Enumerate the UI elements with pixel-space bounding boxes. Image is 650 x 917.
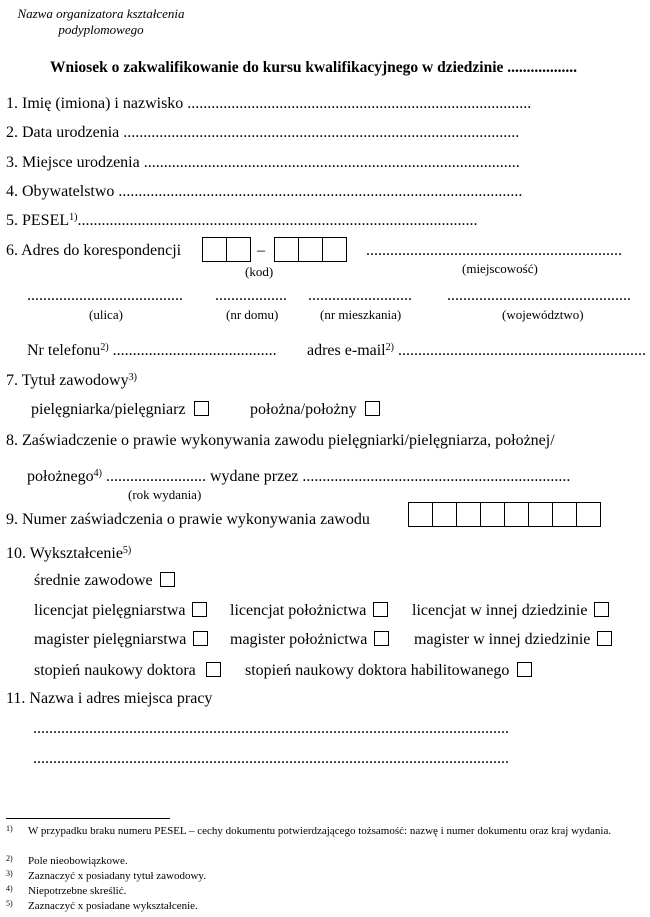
footnote-5-text: Zaznaczyć x posiadane wykształcenie. [28,900,198,912]
option-nurse-label: pielęgniarka/pielęgniarz [31,401,186,418]
edu-lic-nursing-label: licencjat pielęgniarstwa [34,602,186,619]
edu-doctor-checkbox[interactable] [206,662,221,677]
voivodeship-dots[interactable]: .............................................. [447,287,631,304]
footnote-separator [6,818,170,819]
field-name[interactable]: 1. Imię (imiona) i nazwisko ...................................................................................... [6,95,532,112]
postal-code-part1[interactable] [202,237,251,262]
edu-mag-other-label: magister w innej dziedzinie [414,631,591,648]
rok-wydania-caption: (rok wydania) [128,487,202,502]
option-midwife-label: położna/położny [250,401,357,418]
workplace-line-2[interactable]: ....................................................................................................................... [33,750,509,767]
footnote-3 [6,870,642,884]
option-midwife[interactable] [250,401,380,419]
edu-lic-other[interactable] [412,602,609,620]
footnote-4-text: Niepotrzebne skreślić. [28,885,127,897]
footnote-4 [6,885,642,899]
cert-digit-box[interactable] [528,502,553,527]
cert-digit-box[interactable] [456,502,481,527]
edu-doctor[interactable] [34,662,221,680]
nr-domu-caption: (nr domu) [226,307,279,322]
pesel-label: 5. PESEL [6,212,70,229]
footnote-1 [6,825,642,853]
professional-title-text: 7. Tytuł zawodowy [6,372,129,389]
education-text: 10. Wykształcenie [6,545,123,562]
edu-mag-midwifery-checkbox[interactable] [374,631,389,646]
wojewodztwo-caption: (województwo) [502,307,584,322]
certificate-number-label: 9. Numer zaświadczenia o prawie wykonywania zawodu [6,511,370,528]
organizer-line-2: podyplomowego [58,22,144,37]
professional-title-label [6,372,137,390]
field-birth-date[interactable]: 2. Data urodzenia ................................................................................................... [6,124,520,141]
edu-lic-other-checkbox[interactable] [594,602,609,617]
cert-digit-box[interactable] [408,502,433,527]
footnote-4-number: 4) [6,884,13,893]
cert-digit-box[interactable] [432,502,457,527]
certificate-label-line1: 8. Zaświadczenie o prawie wykonywania zawodu pielęgniarki/pielęgniarza, położnej/ [6,432,555,449]
edu-secondary-checkbox[interactable] [160,572,175,587]
edu-lic-midwifery[interactable] [230,602,388,620]
edu-mag-nursing-label: magister pielęgniarstwa [34,631,187,648]
field-citizenship[interactable]: 4. Obywatelstwo ..................................................................................................... [6,183,523,200]
email-dots: .............................................................. [393,342,646,359]
midwife-checkbox[interactable] [365,401,380,416]
city-dots[interactable]: ................................................................ [366,242,622,259]
cert-digit-box[interactable] [576,502,601,527]
phone-label: Nr telefonu [27,342,101,359]
footnote-ref-3: 3) [128,372,137,383]
footnote-2-number: 2) [6,854,13,863]
certificate-number-boxes[interactable] [408,502,601,527]
apartment-no-dots[interactable]: .......................... [308,287,412,304]
certificate-line2[interactable] [27,468,570,486]
workplace-line-1[interactable]: ....................................................................................................................... [33,720,509,737]
edu-mag-other[interactable] [414,631,612,649]
edu-secondary[interactable] [34,572,175,590]
edu-doctor-hab-checkbox[interactable] [517,662,532,677]
footnote-1-number: 1) [6,824,13,833]
edu-lic-midwifery-label: licencjat położnictwa [230,602,367,619]
edu-mag-nursing[interactable] [34,631,208,649]
phone-field[interactable] [27,342,277,360]
edu-doctor-hab-label: stopień naukowy doktora habilitowanego [245,662,510,679]
option-nurse[interactable] [31,401,209,419]
postal-digit-box[interactable] [226,237,251,262]
organizer-name [16,6,186,38]
pesel-dots: .................................................................................................... [77,212,478,229]
field-pesel[interactable] [6,212,477,230]
street-dots[interactable]: ....................................... [27,287,183,304]
footnote-ref-2: 2) [100,342,109,353]
address-label: 6. Adres do korespondencji [6,242,182,259]
footnote-ref-1: 1) [69,212,78,223]
miejscowosc-caption: (miejscowość) [462,261,538,276]
footnote-1-text: W przypadku braku numeru PESEL – cechy dokumentu potwierdzającego tożsamość: nazwę i numer dokumentu oraz kraj wydania. [28,825,612,837]
phone-dots: ......................................... [108,342,277,359]
workplace-label: 11. Nazwa i adres miejsca pracy [6,690,213,707]
nr-mieszkania-caption: (nr mieszkania) [320,307,402,322]
certificate-line2-label: położnego [27,468,94,485]
postal-digit-box[interactable] [322,237,347,262]
footnote-ref-4: 4) [93,468,102,479]
footnote-2-text: Pole nieobowiązkowe. [28,855,128,867]
edu-mag-nursing-checkbox[interactable] [193,631,208,646]
postal-digit-box[interactable] [274,237,299,262]
edu-mag-other-checkbox[interactable] [597,631,612,646]
footnote-3-text: Zaznaczyć x posiadany tytuł zawodowy. [28,870,206,882]
footnote-2 [6,855,642,869]
house-no-dots[interactable]: .................. [215,287,287,304]
email-field[interactable] [307,342,646,360]
form-title: Wniosek o zakwalifikowanie do kursu kwalifikacyjnego w dziedzinie .................. [50,59,578,76]
footnote-5 [6,900,642,914]
cert-digit-box[interactable] [504,502,529,527]
edu-lic-other-label: licencjat w innej dziedzinie [412,602,588,619]
postal-digit-box[interactable] [298,237,323,262]
postal-digit-box[interactable] [202,237,227,262]
edu-lic-nursing[interactable] [34,602,207,620]
footnote-3-number: 3) [6,869,13,878]
cert-digit-box[interactable] [552,502,577,527]
certificate-line2-dots: ......................... wydane przez ................................................................... [102,468,571,485]
nurse-checkbox[interactable] [194,401,209,416]
footnote-ref-5: 5) [122,545,132,556]
ulica-caption: (ulica) [89,307,123,322]
kod-caption: (kod) [245,264,274,279]
edu-lic-nursing-checkbox[interactable] [192,602,207,617]
organizer-line-1: Nazwa organizatora kształcenia [17,6,185,21]
edu-doctor-label: stopień naukowy doktora [34,662,196,679]
edu-mag-midwifery[interactable] [230,631,389,649]
edu-secondary-label: średnie zawodowe [34,572,153,589]
edu-doctor-hab[interactable] [245,662,532,680]
edu-lic-midwifery-checkbox[interactable] [373,602,388,617]
footnote-ref-2b: 2) [385,342,394,353]
postal-dash: – [257,242,265,259]
footnote-5-number: 5) [6,899,13,908]
cert-digit-box[interactable] [480,502,505,527]
postal-code-part2[interactable] [274,237,347,262]
edu-mag-midwifery-label: magister położnictwa [230,631,368,648]
email-label: adres e-mail [307,342,386,359]
education-label [6,545,131,563]
field-birth-place[interactable]: 3. Miejsce urodzenia .............................................................................................. [6,154,520,171]
